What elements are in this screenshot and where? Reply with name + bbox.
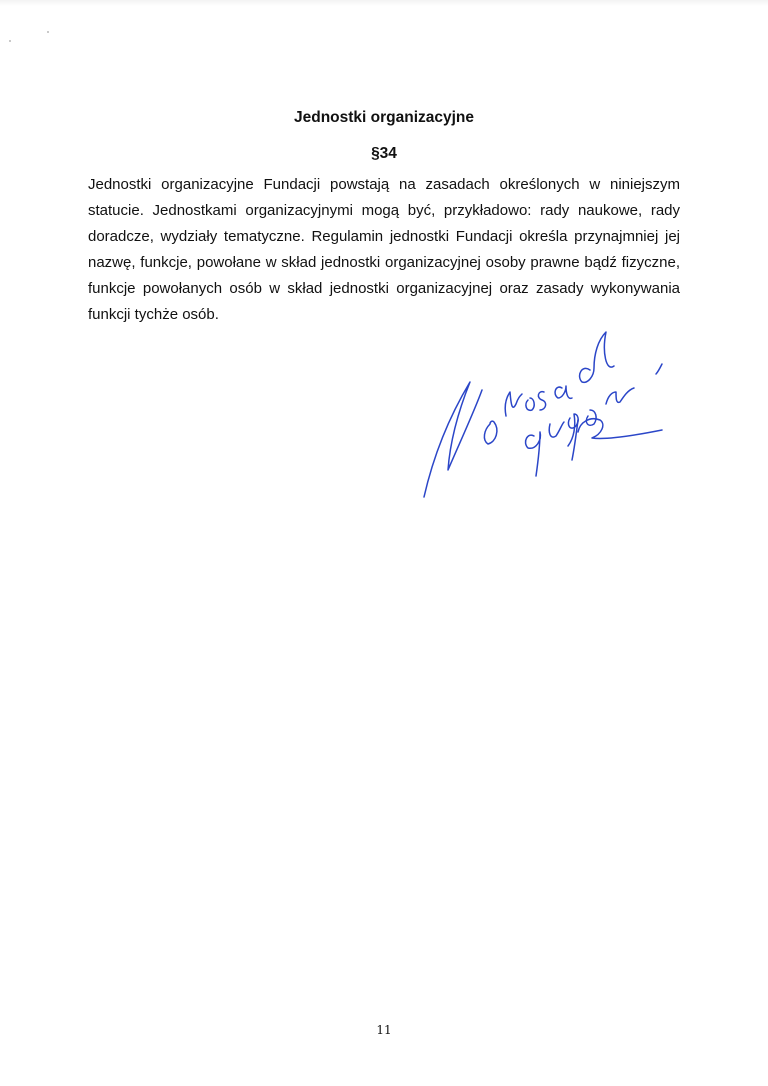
scan-speck — [47, 31, 49, 33]
scan-speck — [9, 40, 11, 42]
scan-top-edge — [0, 0, 768, 6]
section-paragraph: Jednostki organizacyjne Fundacji powstają na zasadach określonych w niniejszym statucie. Jednostkami organizacyjnymi mogą być, przykładowo: rady naukowe, rady doradcze, wydziały tematyczne. Regulamin jednostki Fundacji określa przynajmniej jej nazwę, funkcje, powołane w skład jednostki organizacyjnej osoby prawne bądź fizyczne, funkcje powołanych osób w skład jednostki organizacyjnej oraz zasady wykonywania funkcji tychże osób. — [88, 176, 680, 323]
section-title: Jednostki organizacyjne — [293, 109, 475, 126]
handwritten-signature — [410, 312, 680, 512]
page-number: 11 — [376, 1023, 392, 1037]
section-number: §34 — [371, 145, 397, 162]
